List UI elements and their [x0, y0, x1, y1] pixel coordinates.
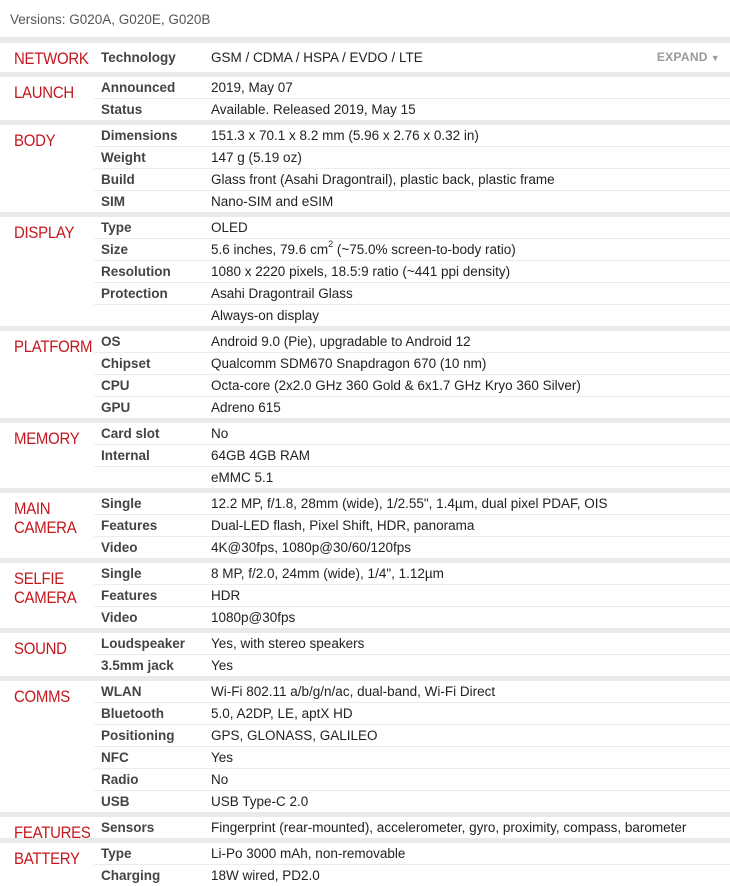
- spec-label: Single: [101, 496, 142, 511]
- spec-label: 3.5mm jack: [101, 658, 174, 673]
- spec-label: Protection: [101, 286, 168, 301]
- spec-value: [204, 375, 581, 396]
- spec-label: Build: [101, 172, 135, 187]
- section-title-line: BODY: [14, 131, 56, 150]
- spec-value: [204, 43, 423, 72]
- spec-value: [204, 843, 405, 864]
- spec-value: [204, 681, 495, 702]
- spec-row: [94, 77, 730, 99]
- spec-value-text: 1080 x 2220 pixels, 18.5:9 ratio (~441 ppi density): [211, 264, 511, 279]
- spec-row: [94, 445, 730, 467]
- section-title: [14, 499, 76, 537]
- spec-row: [94, 99, 730, 120]
- spec-value: [204, 563, 444, 584]
- spec-value: [204, 445, 310, 466]
- spec-label: [94, 467, 204, 488]
- section-title-line: SELFIE: [14, 569, 64, 588]
- spec-rows: [94, 493, 730, 558]
- spec-section-sound: [0, 628, 730, 676]
- section-title: [14, 83, 74, 102]
- spec-value-text: 8 MP, f/2.0, 24mm (wide), 1/4", 1.12µm: [211, 566, 444, 581]
- spec-section-comms: [0, 676, 730, 812]
- spec-value-text: Li-Po 3000 mAh, non-removable: [211, 846, 406, 861]
- spec-value: [204, 585, 240, 606]
- spec-value-text: Asahi Dragontrail Glass: [211, 286, 353, 301]
- spec-value-text: Glass front (Asahi Dragontrail), plastic back, plastic frame: [211, 172, 555, 187]
- spec-value-text: GPS, GLONASS, GALILEO: [211, 728, 378, 743]
- spec-row: [94, 191, 730, 212]
- spec-value: [204, 655, 233, 676]
- spec-value-text: 147 g (5.19 oz): [211, 150, 302, 165]
- spec-rows: [94, 423, 730, 488]
- spec-label: Type: [101, 846, 132, 861]
- spec-section-display: [0, 212, 730, 326]
- spec-row: [94, 353, 730, 375]
- spec-value: [204, 283, 353, 304]
- spec-value-text: 12.2 MP, f/1.8, 28mm (wide), 1/2.55", 1.4µm, dual pixel PDAF, OIS: [211, 496, 608, 511]
- spec-value: [204, 147, 302, 168]
- spec-rows: [94, 681, 730, 812]
- spec-row: [94, 43, 730, 72]
- spec-label: GPU: [101, 400, 131, 415]
- spec-row: [94, 169, 730, 191]
- spec-value: [204, 607, 295, 628]
- spec-value-text: 2019, May 07: [211, 80, 293, 95]
- spec-value: [204, 169, 555, 190]
- spec-section-network: [0, 38, 730, 72]
- spec-value-text: Nano-SIM and eSIM: [211, 194, 334, 209]
- section-title: [14, 49, 89, 68]
- spec-value-text: 64GB 4GB RAM: [211, 448, 311, 463]
- spec-row: [94, 769, 730, 791]
- spec-value: [204, 493, 608, 514]
- section-title-line: FEATURES: [14, 823, 91, 842]
- spec-value: [204, 703, 353, 724]
- spec-value-text: eMMC 5.1: [211, 470, 274, 485]
- spec-row: [94, 217, 730, 239]
- spec-label: [94, 305, 204, 326]
- spec-row: [94, 515, 730, 537]
- spec-row: [94, 703, 730, 725]
- section-title-line: MEMORY: [14, 429, 80, 448]
- spec-section-memory: [0, 418, 730, 488]
- spec-value-text: Yes: [211, 750, 234, 765]
- spec-value-text: USB Type-C 2.0: [211, 794, 309, 809]
- section-title: [14, 429, 79, 448]
- spec-value-text: 151.3 x 70.1 x 8.2 mm (5.96 x 2.76 x 0.32 in): [211, 128, 479, 143]
- spec-rows: [94, 43, 730, 72]
- spec-rows: [94, 125, 730, 212]
- spec-value-text: Wi-Fi 802.11 a/b/g/n/ac, dual-band, Wi-Fi Direct: [211, 684, 496, 699]
- spec-label: Dimensions: [101, 128, 178, 143]
- spec-value-text: Dual-LED flash, Pixel Shift, HDR, panorama: [211, 518, 475, 533]
- spec-section-battery: [0, 838, 730, 886]
- spec-value-text: 4K@30fps, 1080p@30/60/120fps: [211, 540, 412, 555]
- spec-row: [94, 791, 730, 812]
- spec-label: Card slot: [101, 426, 160, 441]
- spec-value-text: Qualcomm SDM670 Snapdragon 670 (10 nm): [211, 356, 487, 371]
- spec-rows: [94, 633, 730, 676]
- spec-row: [94, 305, 730, 326]
- spec-value: [204, 397, 281, 418]
- spec-value: [204, 191, 333, 212]
- spec-value: [204, 791, 308, 812]
- spec-value-text: 5.0, A2DP, LE, aptX HD: [211, 706, 353, 721]
- section-title: [14, 687, 70, 706]
- spec-section-body: [0, 120, 730, 212]
- spec-value-text: OLED: [211, 220, 248, 235]
- spec-value-text: Android 9.0 (Pie), upgradable to Android 12: [211, 334, 471, 349]
- spec-label: Video: [101, 540, 138, 555]
- spec-value-text: 18W wired, PD2.0: [211, 868, 320, 883]
- spec-row: [94, 331, 730, 353]
- spec-section-platform: [0, 326, 730, 418]
- spec-value: [204, 633, 364, 654]
- spec-value-text: No: [211, 426, 229, 441]
- spec-label: Features: [101, 588, 158, 603]
- spec-value: [204, 77, 293, 98]
- spec-row: [94, 865, 730, 886]
- spec-value: [204, 239, 516, 260]
- spec-value: [204, 467, 273, 488]
- spec-label: Resolution: [101, 264, 171, 279]
- spec-value: [204, 261, 510, 282]
- spec-value: [204, 125, 479, 146]
- spec-value: [204, 99, 416, 120]
- spec-label: CPU: [101, 378, 130, 393]
- spec-row: [94, 375, 730, 397]
- spec-label: Type: [101, 220, 132, 235]
- spec-row: [94, 655, 730, 676]
- spec-value-text: 1080p@30fps: [211, 610, 296, 625]
- spec-label: Size: [101, 242, 129, 257]
- spec-row: [94, 607, 730, 628]
- section-title-line: CAMERA: [14, 518, 77, 537]
- spec-section-selfie-camera: [0, 558, 730, 628]
- section-title: [14, 337, 92, 356]
- spec-value: [204, 515, 474, 536]
- spec-row: [94, 467, 730, 488]
- spec-label: Bluetooth: [101, 706, 164, 721]
- spec-value-text: No: [211, 772, 229, 787]
- spec-value: [204, 305, 319, 326]
- spec-row: [94, 283, 730, 305]
- spec-value: [204, 537, 411, 558]
- spec-label: Features: [101, 518, 158, 533]
- spec-row: [94, 817, 730, 838]
- spec-row: [94, 633, 730, 655]
- spec-value: [204, 353, 486, 374]
- spec-value-text: Yes: [211, 658, 234, 673]
- expand-label: EXPAND: [656, 50, 708, 64]
- spec-row: [94, 423, 730, 445]
- section-title: [14, 849, 80, 868]
- spec-value: [204, 747, 233, 768]
- section-title-line: LAUNCH: [14, 83, 74, 102]
- spec-value: [204, 817, 686, 838]
- section-title-line: PLATFORM: [14, 337, 93, 356]
- spec-section-launch: [0, 72, 730, 120]
- spec-value-text: Octa-core (2x2.0 GHz 360 Gold & 6x1.7 GHz Kryo 360 Silver): [211, 378, 581, 393]
- spec-row: [94, 493, 730, 515]
- spec-value-text: 5.6 inches, 79.6 cm: [211, 242, 329, 257]
- caret-down-icon: ▼: [710, 53, 720, 63]
- spec-value-text: GSM / CDMA / HSPA / EVDO / LTE: [211, 50, 423, 65]
- spec-value-text: HDR: [211, 588, 241, 603]
- spec-row: [94, 397, 730, 418]
- spec-label: Charging: [101, 868, 161, 883]
- spec-value-text: Always-on display: [211, 308, 320, 323]
- versions-line: Versions: G020A, G020E, G020B: [0, 0, 730, 38]
- spec-label: Chipset: [101, 356, 151, 371]
- spec-value-text: Fingerprint (rear-mounted), accelerometer, gyro, proximity, compass, barometer: [211, 820, 687, 835]
- section-title-line: NETWORK: [14, 49, 89, 68]
- spec-value-text-after: (~75.0% screen-to-body ratio): [333, 242, 516, 257]
- spec-value: [204, 423, 228, 444]
- spec-label: Radio: [101, 772, 139, 787]
- spec-value-superscript: 2: [328, 238, 334, 249]
- spec-table: [0, 38, 730, 886]
- spec-value-text: Available. Released 2019, May 15: [211, 102, 416, 117]
- spec-label: Loudspeaker: [101, 636, 186, 651]
- spec-label: Video: [101, 610, 138, 625]
- section-title-line: DISPLAY: [14, 223, 75, 242]
- spec-row: [94, 843, 730, 865]
- spec-value: [204, 725, 378, 746]
- section-title: [14, 223, 74, 242]
- section-title-line: COMMS: [14, 687, 71, 706]
- spec-rows: [94, 563, 730, 628]
- spec-row: [94, 125, 730, 147]
- spec-label: Announced: [101, 80, 176, 95]
- spec-label: Status: [101, 102, 143, 117]
- spec-label: USB: [101, 794, 130, 809]
- section-title: [14, 639, 67, 658]
- spec-label: Internal: [101, 448, 150, 463]
- spec-label: Single: [101, 566, 142, 581]
- spec-value: [204, 217, 248, 238]
- spec-section-features: [0, 812, 730, 842]
- spec-label: SIM: [101, 194, 126, 209]
- spec-label: Weight: [101, 150, 146, 165]
- section-title-line: CAMERA: [14, 588, 77, 607]
- spec-row: [94, 147, 730, 169]
- spec-row: [94, 725, 730, 747]
- spec-row: [94, 239, 730, 261]
- section-title: [14, 131, 55, 150]
- spec-row: [94, 585, 730, 607]
- section-title-line: MAIN: [14, 499, 51, 518]
- spec-value-text: Yes, with stereo speakers: [211, 636, 365, 651]
- spec-label: WLAN: [101, 684, 142, 699]
- spec-row: [94, 563, 730, 585]
- section-title-line: BATTERY: [14, 849, 80, 868]
- spec-value: [204, 331, 471, 352]
- spec-row: [94, 681, 730, 703]
- spec-row: [94, 747, 730, 769]
- spec-label: Positioning: [101, 728, 175, 743]
- section-title: [14, 569, 76, 607]
- spec-label: OS: [101, 334, 121, 349]
- spec-label: Sensors: [101, 820, 155, 835]
- spec-rows: [94, 331, 730, 418]
- spec-section-main-camera: [0, 488, 730, 558]
- spec-value: [204, 865, 320, 886]
- spec-value-text: Adreno 615: [211, 400, 281, 415]
- section-title-line: SOUND: [14, 639, 67, 658]
- spec-label: NFC: [101, 750, 129, 765]
- spec-rows: [94, 77, 730, 120]
- spec-row: [94, 537, 730, 558]
- spec-value: [204, 769, 228, 790]
- spec-rows: [94, 817, 730, 838]
- spec-rows: [94, 217, 730, 326]
- spec-row: [94, 261, 730, 283]
- expand-button[interactable]: [657, 43, 720, 73]
- spec-label: Technology: [101, 50, 176, 65]
